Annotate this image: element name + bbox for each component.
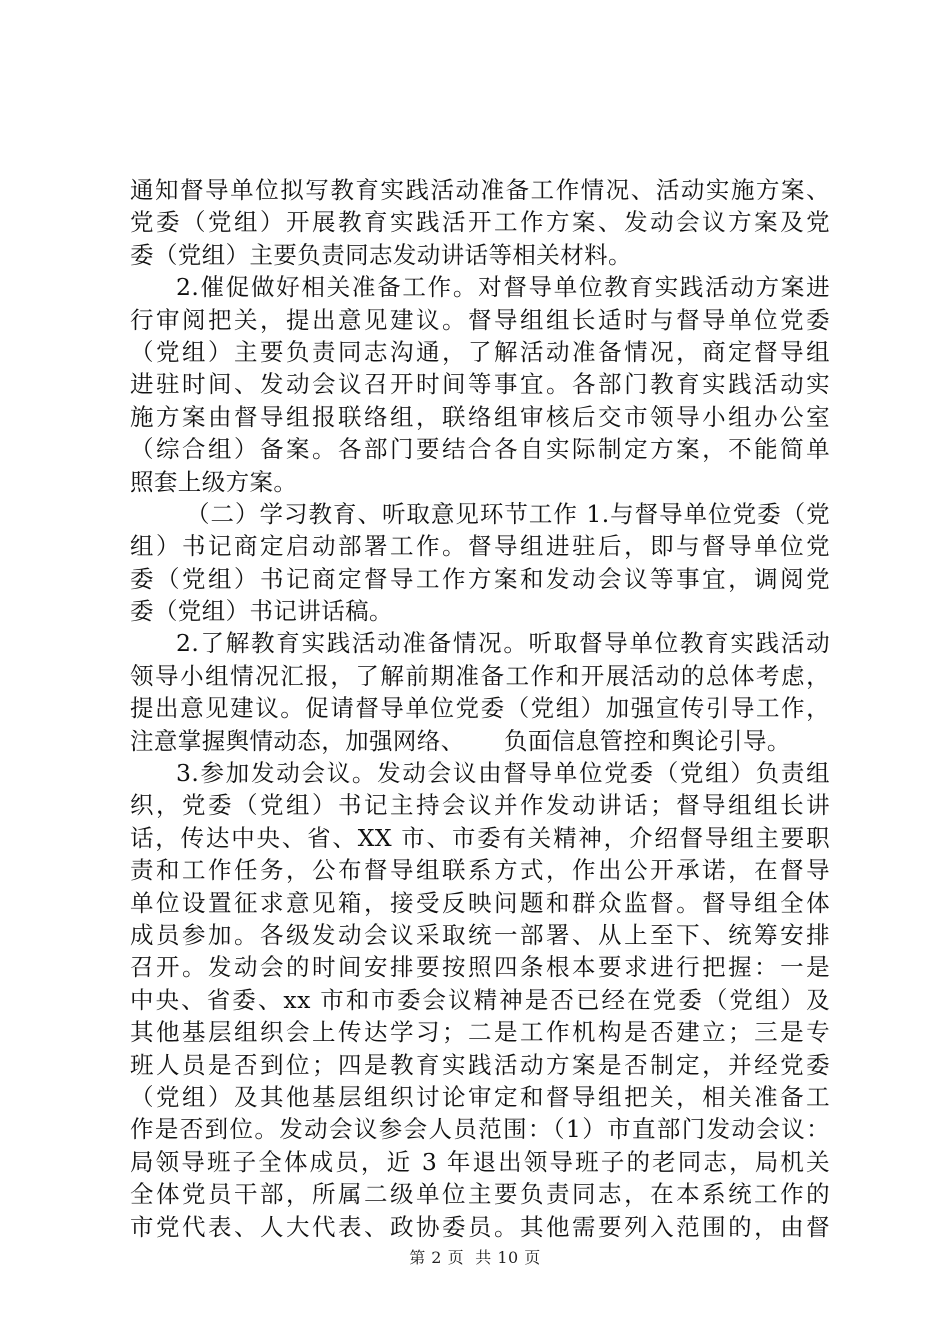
text-line: 注意掌握舆情动态，加强网络、 负面信息管控和舆论引导。 <box>130 726 791 755</box>
text-line: 2.了解教育实践活动准备情况。听取督导单位教育实践活动 <box>176 629 830 658</box>
text-line: 党委（党组）开展教育实践活开工作方案、发动会议方案及党 <box>130 208 830 237</box>
text-line: 施方案由督导组报联络组，联络组审核后交市领导小组办公室 <box>130 402 830 431</box>
text-line: 领导小组情况汇报，了解前期准备工作和开展活动的总体考虑， <box>130 661 830 690</box>
text-line: 话，传达中央、省、XX 市、市委有关精神，介绍督导组主要职 <box>130 823 830 852</box>
section-heading-line: （二）学习教育、听取意见环节工作 1.与督导单位党委（党 <box>186 499 830 528</box>
text-line: 全体党员干部，所属二级单位主要负责同志，在本系统工作的 <box>130 1180 830 1209</box>
text-line: 局领导班子全体成员，近 3 年退出领导班子的老同志，局机关 <box>130 1147 830 1176</box>
text-line: 中央、省委、xx 市和市委会议精神是否已经在党委（党组）及 <box>130 985 830 1014</box>
text-line: （党组）及其他基层组织讨论审定和督导组把关，相关准备工 <box>130 1082 830 1111</box>
text-line: 其他基层组织会上传达学习；二是工作机构是否建立；三是专 <box>130 1018 830 1047</box>
text-line: （综合组）备案。各部门要结合各自实际制定方案，不能简单 <box>130 435 830 464</box>
text-line: 2.催促做好相关准备工作。对督导单位教育实践活动方案进 <box>176 273 830 302</box>
text-line: 市党代表、人大代表、政协委员。其他需要列入范围的，由督 <box>130 1212 830 1241</box>
text-line: 成员参加。各级发动会议采取统一部署、从上至下、统筹安排 <box>130 920 830 949</box>
text-line: 进驻时间、发动会议召开时间等事宜。各部门教育实践活动实 <box>130 370 830 399</box>
text-line: 提出意见建议。促请督导单位党委（党组）加强宣传引导工作， <box>130 694 830 723</box>
text-line: 组）书记商定启动部署工作。督导组进驻后，即与督导单位党 <box>130 532 830 561</box>
text-line: （党组）主要负责同志沟通，了解活动准备情况，商定督导组 <box>130 337 830 366</box>
text-line: 委（党组）书记商定督导工作方案和发动会议等事宜，调阅党 <box>130 564 830 593</box>
text-line: 召开。发动会的时间安排要按照四条根本要求进行把握：一是 <box>130 953 830 982</box>
text-line: 单位设置征求意见箱，接受反映问题和群众监督。督导组全体 <box>130 888 830 917</box>
text-line: 织，党委（党组）书记主持会议并作发动讲话；督导组组长讲 <box>130 791 830 820</box>
body-text <box>130 174 830 1243</box>
text-line: 委（党组）书记讲话稿。 <box>130 597 393 626</box>
text-line: 作是否到位。发动会议参会人员范围：（1）市直部门发动会议： <box>130 1115 830 1144</box>
page-number-footer: 第 2 页 共 10 页 <box>409 1248 541 1267</box>
text-line: 班人员是否到位；四是教育实践活动方案是否制定，并经党委 <box>130 1050 830 1079</box>
text-line: 3.参加发动会议。发动会议由督导单位党委（党组）负责组 <box>176 759 830 788</box>
text-line: 行审阅把关，提出意见建议。督导组组长适时与督导单位党委 <box>130 305 830 334</box>
text-line: 照套上级方案。 <box>130 467 298 496</box>
text-line: 通知督导单位拟写教育实践活动准备工作情况、活动实施方案、 <box>130 176 830 204</box>
text-line: 委（党组）主要负责同志发动讲话等相关材料。 <box>130 240 632 269</box>
text-line: 责和工作任务，公布督导组联系方式，作出公开承诺，在督导 <box>130 856 830 885</box>
